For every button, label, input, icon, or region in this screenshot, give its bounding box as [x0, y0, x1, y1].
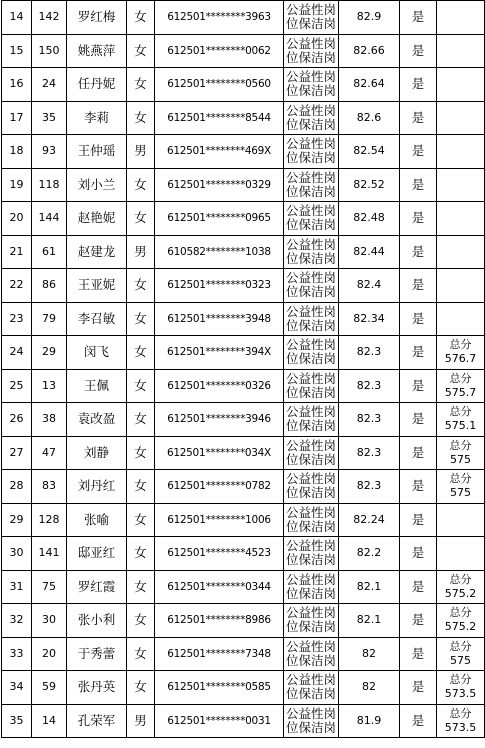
table-row	[2, 1, 485, 35]
id-cell: 612501********4523	[155, 537, 284, 571]
post-cell	[284, 537, 339, 571]
number-cell: 118	[32, 168, 67, 202]
seq-cell: 29	[2, 503, 32, 537]
note-cell	[437, 369, 485, 403]
name-cell: 王亚妮	[67, 269, 127, 303]
sex-cell: 女	[127, 503, 155, 537]
number-cell: 75	[32, 570, 67, 604]
table-row	[2, 637, 485, 671]
post-cell-line: 位保洁岗	[285, 585, 336, 601]
table-row	[2, 537, 485, 571]
id-cell: 612501********0782	[155, 470, 284, 504]
number-cell: 35	[32, 101, 67, 135]
name-cell: 李召敏	[67, 302, 127, 336]
seq-cell: 22	[2, 269, 32, 303]
number-cell: 61	[32, 235, 67, 269]
score-cell: 82.48	[339, 202, 400, 236]
name-cell: 赵建龙	[67, 235, 127, 269]
post-cell	[284, 436, 339, 470]
table-row	[2, 302, 485, 336]
pass-cell: 是	[400, 604, 437, 638]
id-cell: 612501********034X	[155, 436, 284, 470]
post-cell-line: 位保洁岗	[285, 552, 336, 568]
score-cell: 82	[339, 637, 400, 671]
name-cell: 罗红梅	[67, 1, 127, 35]
post-cell-line: 位保洁岗	[285, 317, 336, 333]
post-cell-line: 公益性岗	[285, 370, 336, 386]
table-row	[2, 68, 485, 102]
seq-cell: 28	[2, 470, 32, 504]
number-cell: 30	[32, 604, 67, 638]
note-cell	[437, 503, 485, 537]
post-cell-line: 位保洁岗	[285, 284, 336, 300]
post-cell-line: 公益性岗	[285, 571, 336, 587]
post-cell-line: 位保洁岗	[285, 518, 336, 534]
sex-cell: 女	[127, 470, 155, 504]
note-cell-line: 总分	[449, 338, 472, 352]
note-cell-line: 573.5	[444, 687, 477, 701]
id-cell: 612501********0585	[155, 671, 284, 705]
id-cell: 612501********1006	[155, 503, 284, 537]
note-cell-line: 总分	[449, 606, 472, 620]
sex-cell: 女	[127, 403, 155, 437]
number-cell: 86	[32, 269, 67, 303]
name-cell: 闵飞	[67, 336, 127, 370]
table-row	[2, 604, 485, 638]
id-cell: 612501********3948	[155, 302, 284, 336]
post-cell	[284, 1, 339, 35]
id-cell: 612501********0344	[155, 570, 284, 604]
post-cell-line: 公益性岗	[285, 504, 336, 520]
post-cell	[284, 604, 339, 638]
sex-cell: 女	[127, 101, 155, 135]
table-body	[2, 1, 485, 738]
post-cell-line: 位保洁岗	[285, 183, 336, 199]
name-cell: 罗红霞	[67, 570, 127, 604]
pass-cell: 是	[400, 671, 437, 705]
name-cell: 刘静	[67, 436, 127, 470]
number-cell: 38	[32, 403, 67, 437]
score-cell: 82.52	[339, 168, 400, 202]
pass-cell: 是	[400, 101, 437, 135]
number-cell: 83	[32, 470, 67, 504]
pass-cell: 是	[400, 403, 437, 437]
table-row	[2, 168, 485, 202]
seq-cell: 17	[2, 101, 32, 135]
seq-cell: 25	[2, 369, 32, 403]
note-cell-line: 总分	[449, 405, 472, 419]
sex-cell: 女	[127, 269, 155, 303]
sex-cell: 男	[127, 704, 155, 738]
post-cell-line: 位保洁岗	[285, 719, 336, 735]
score-cell: 82.6	[339, 101, 400, 135]
post-cell	[284, 235, 339, 269]
name-cell: 张丹英	[67, 671, 127, 705]
number-cell: 24	[32, 68, 67, 102]
seq-cell: 15	[2, 34, 32, 68]
id-cell: 612501********0031	[155, 704, 284, 738]
note-cell-line: 575.7	[444, 385, 477, 399]
note-cell-line: 575	[450, 653, 471, 667]
post-cell-line: 公益性岗	[285, 404, 336, 420]
pass-cell: 是	[400, 503, 437, 537]
id-cell: 612501********8544	[155, 101, 284, 135]
id-cell: 612501********469X	[155, 135, 284, 169]
sex-cell: 女	[127, 604, 155, 638]
post-cell-line: 位保洁岗	[285, 16, 336, 32]
seq-cell: 27	[2, 436, 32, 470]
note-cell-line: 575.1	[444, 419, 477, 433]
pass-cell: 是	[400, 436, 437, 470]
post-cell-line: 位保洁岗	[285, 116, 336, 132]
note-cell-line: 575.2	[444, 620, 477, 634]
post-cell	[284, 269, 339, 303]
note-cell	[437, 570, 485, 604]
note-cell	[437, 269, 485, 303]
post-cell	[284, 637, 339, 671]
post-cell-line: 公益性岗	[285, 705, 336, 721]
post-cell	[284, 403, 339, 437]
table-row	[2, 202, 485, 236]
sex-cell: 女	[127, 436, 155, 470]
note-cell	[437, 34, 485, 68]
score-cell: 82.3	[339, 470, 400, 504]
note-cell	[437, 1, 485, 35]
table-row	[2, 135, 485, 169]
number-cell: 141	[32, 537, 67, 571]
note-cell	[437, 537, 485, 571]
pass-cell: 是	[400, 168, 437, 202]
seq-cell: 32	[2, 604, 32, 638]
score-cell: 82.34	[339, 302, 400, 336]
id-cell: 612501********0323	[155, 269, 284, 303]
table-row	[2, 470, 485, 504]
post-cell-line: 位保洁岗	[285, 686, 336, 702]
id-cell: 612501********3946	[155, 403, 284, 437]
sex-cell: 女	[127, 637, 155, 671]
score-cell: 82.24	[339, 503, 400, 537]
sex-cell: 女	[127, 336, 155, 370]
pass-cell: 是	[400, 34, 437, 68]
table-row	[2, 336, 485, 370]
score-cell: 82	[339, 671, 400, 705]
number-cell: 29	[32, 336, 67, 370]
name-cell: 孔荣军	[67, 704, 127, 738]
number-cell: 144	[32, 202, 67, 236]
id-cell: 612501********8986	[155, 604, 284, 638]
seq-cell: 20	[2, 202, 32, 236]
pass-cell: 是	[400, 570, 437, 604]
id-cell: 612501********0965	[155, 202, 284, 236]
note-cell	[437, 671, 485, 705]
post-cell-line: 位保洁岗	[285, 83, 336, 99]
score-cell: 82.3	[339, 436, 400, 470]
sex-cell: 男	[127, 235, 155, 269]
id-cell: 612501********0560	[155, 68, 284, 102]
seq-cell: 30	[2, 537, 32, 571]
post-cell-line: 公益性岗	[285, 605, 336, 621]
name-cell: 任丹妮	[67, 68, 127, 102]
post-cell-line: 公益性岗	[285, 236, 336, 252]
name-cell: 赵艳妮	[67, 202, 127, 236]
score-cell: 81.9	[339, 704, 400, 738]
post-cell	[284, 68, 339, 102]
post-cell-line: 位保洁岗	[285, 217, 336, 233]
id-cell: 610582********1038	[155, 235, 284, 269]
pass-cell: 是	[400, 336, 437, 370]
pass-cell: 是	[400, 202, 437, 236]
post-cell-line: 位保洁岗	[285, 451, 336, 467]
post-cell-line: 公益性岗	[285, 2, 336, 18]
pass-cell: 是	[400, 470, 437, 504]
post-cell-line: 公益性岗	[285, 538, 336, 554]
post-cell-line: 公益性岗	[285, 69, 336, 85]
table-row	[2, 704, 485, 738]
number-cell: 79	[32, 302, 67, 336]
post-cell-line: 公益性岗	[285, 136, 336, 152]
note-cell	[437, 68, 485, 102]
table-row	[2, 34, 485, 68]
seq-cell: 31	[2, 570, 32, 604]
pass-cell: 是	[400, 269, 437, 303]
post-cell-line: 位保洁岗	[285, 418, 336, 434]
sex-cell: 女	[127, 302, 155, 336]
note-cell-line: 总分	[449, 639, 472, 653]
number-cell: 13	[32, 369, 67, 403]
number-cell: 20	[32, 637, 67, 671]
post-cell-line: 位保洁岗	[285, 485, 336, 501]
note-cell-line: 573.5	[444, 720, 477, 734]
table-row	[2, 369, 485, 403]
name-cell: 刘丹红	[67, 470, 127, 504]
note-cell	[437, 202, 485, 236]
post-cell-line: 位保洁岗	[285, 351, 336, 367]
table-row	[2, 570, 485, 604]
sex-cell: 女	[127, 68, 155, 102]
score-cell: 82.3	[339, 336, 400, 370]
note-cell	[437, 436, 485, 470]
pass-cell: 是	[400, 135, 437, 169]
post-cell	[284, 336, 339, 370]
sex-cell: 女	[127, 570, 155, 604]
seq-cell: 19	[2, 168, 32, 202]
post-cell	[284, 202, 339, 236]
post-cell-line: 位保洁岗	[285, 619, 336, 635]
seq-cell: 26	[2, 403, 32, 437]
note-cell	[437, 101, 485, 135]
post-cell-line: 位保洁岗	[285, 250, 336, 266]
post-cell-line: 公益性岗	[285, 638, 336, 654]
note-cell-line: 总分	[449, 371, 472, 385]
score-cell: 82.64	[339, 68, 400, 102]
post-cell	[284, 168, 339, 202]
post-cell-line: 位保洁岗	[285, 652, 336, 668]
post-cell-line: 公益性岗	[285, 35, 336, 51]
name-cell: 邸亚红	[67, 537, 127, 571]
note-cell	[437, 470, 485, 504]
note-cell-line: 575	[450, 486, 471, 500]
sex-cell: 女	[127, 1, 155, 35]
number-cell: 150	[32, 34, 67, 68]
score-cell: 82.3	[339, 369, 400, 403]
score-cell: 82.1	[339, 570, 400, 604]
seq-cell: 24	[2, 336, 32, 370]
post-cell	[284, 135, 339, 169]
name-cell: 刘小兰	[67, 168, 127, 202]
pass-cell: 是	[400, 1, 437, 35]
number-cell: 142	[32, 1, 67, 35]
note-cell	[437, 637, 485, 671]
name-cell: 于秀蕾	[67, 637, 127, 671]
score-cell: 82.66	[339, 34, 400, 68]
number-cell: 93	[32, 135, 67, 169]
post-cell	[284, 470, 339, 504]
post-cell-line: 公益性岗	[285, 303, 336, 319]
table-row	[2, 235, 485, 269]
pass-cell: 是	[400, 68, 437, 102]
sex-cell: 女	[127, 537, 155, 571]
post-cell-line: 公益性岗	[285, 203, 336, 219]
post-cell	[284, 34, 339, 68]
post-cell	[284, 101, 339, 135]
pass-cell: 是	[400, 369, 437, 403]
post-cell	[284, 570, 339, 604]
score-cell: 82.9	[339, 1, 400, 35]
number-cell: 14	[32, 704, 67, 738]
id-cell: 612501********394X	[155, 336, 284, 370]
note-cell	[437, 235, 485, 269]
table-row	[2, 269, 485, 303]
note-cell-line: 总分	[449, 673, 472, 687]
name-cell: 袁改盈	[67, 403, 127, 437]
number-cell: 47	[32, 436, 67, 470]
post-cell-line: 位保洁岗	[285, 49, 336, 65]
score-cell: 82.1	[339, 604, 400, 638]
post-cell-line: 公益性岗	[285, 270, 336, 286]
note-cell-line: 总分	[449, 472, 472, 486]
name-cell: 张小利	[67, 604, 127, 638]
sex-cell: 女	[127, 202, 155, 236]
score-cell: 82.3	[339, 403, 400, 437]
sex-cell: 女	[127, 34, 155, 68]
note-cell	[437, 302, 485, 336]
table-row	[2, 403, 485, 437]
sex-cell: 女	[127, 168, 155, 202]
sex-cell: 女	[127, 671, 155, 705]
post-cell-line: 公益性岗	[285, 437, 336, 453]
post-cell	[284, 704, 339, 738]
sex-cell: 男	[127, 135, 155, 169]
id-cell: 612501********0329	[155, 168, 284, 202]
post-cell-line: 公益性岗	[285, 169, 336, 185]
note-cell	[437, 604, 485, 638]
post-cell	[284, 302, 339, 336]
id-cell: 612501********0062	[155, 34, 284, 68]
seq-cell: 33	[2, 637, 32, 671]
seq-cell: 23	[2, 302, 32, 336]
name-cell: 王佩	[67, 369, 127, 403]
table-row	[2, 503, 485, 537]
pass-cell: 是	[400, 235, 437, 269]
note-cell-line: 总分	[449, 706, 472, 720]
post-cell-line: 公益性岗	[285, 337, 336, 353]
post-cell-line: 公益性岗	[285, 672, 336, 688]
post-cell-line: 公益性岗	[285, 471, 336, 487]
name-cell: 张喻	[67, 503, 127, 537]
score-cell: 82.44	[339, 235, 400, 269]
name-cell: 王仲瑶	[67, 135, 127, 169]
note-cell-line: 575	[450, 452, 471, 466]
pass-cell: 是	[400, 637, 437, 671]
sex-cell: 女	[127, 369, 155, 403]
pass-cell: 是	[400, 704, 437, 738]
note-cell	[437, 403, 485, 437]
note-cell	[437, 135, 485, 169]
post-cell	[284, 503, 339, 537]
score-cell: 82.2	[339, 537, 400, 571]
post-cell-line: 位保洁岗	[285, 384, 336, 400]
note-cell-line: 总分	[449, 438, 472, 452]
table-row	[2, 436, 485, 470]
post-cell-line: 公益性岗	[285, 102, 336, 118]
seq-cell: 34	[2, 671, 32, 705]
number-cell: 59	[32, 671, 67, 705]
pass-cell: 是	[400, 302, 437, 336]
note-cell-line: 575.2	[444, 586, 477, 600]
id-cell: 612501********3963	[155, 1, 284, 35]
note-cell	[437, 168, 485, 202]
number-cell: 128	[32, 503, 67, 537]
seq-cell: 16	[2, 68, 32, 102]
post-cell	[284, 671, 339, 705]
note-cell-line: 576.7	[444, 352, 477, 366]
seq-cell: 21	[2, 235, 32, 269]
results-table	[1, 0, 485, 738]
table-row	[2, 671, 485, 705]
note-cell	[437, 336, 485, 370]
id-cell: 612501********0326	[155, 369, 284, 403]
seq-cell: 14	[2, 1, 32, 35]
name-cell: 姚燕萍	[67, 34, 127, 68]
pass-cell: 是	[400, 537, 437, 571]
score-cell: 82.4	[339, 269, 400, 303]
name-cell: 李莉	[67, 101, 127, 135]
note-cell	[437, 704, 485, 738]
post-cell	[284, 369, 339, 403]
note-cell-line: 总分	[449, 572, 472, 586]
table-row	[2, 101, 485, 135]
id-cell: 612501********7348	[155, 637, 284, 671]
post-cell-line: 位保洁岗	[285, 150, 336, 166]
score-cell: 82.54	[339, 135, 400, 169]
seq-cell: 18	[2, 135, 32, 169]
seq-cell: 35	[2, 704, 32, 738]
